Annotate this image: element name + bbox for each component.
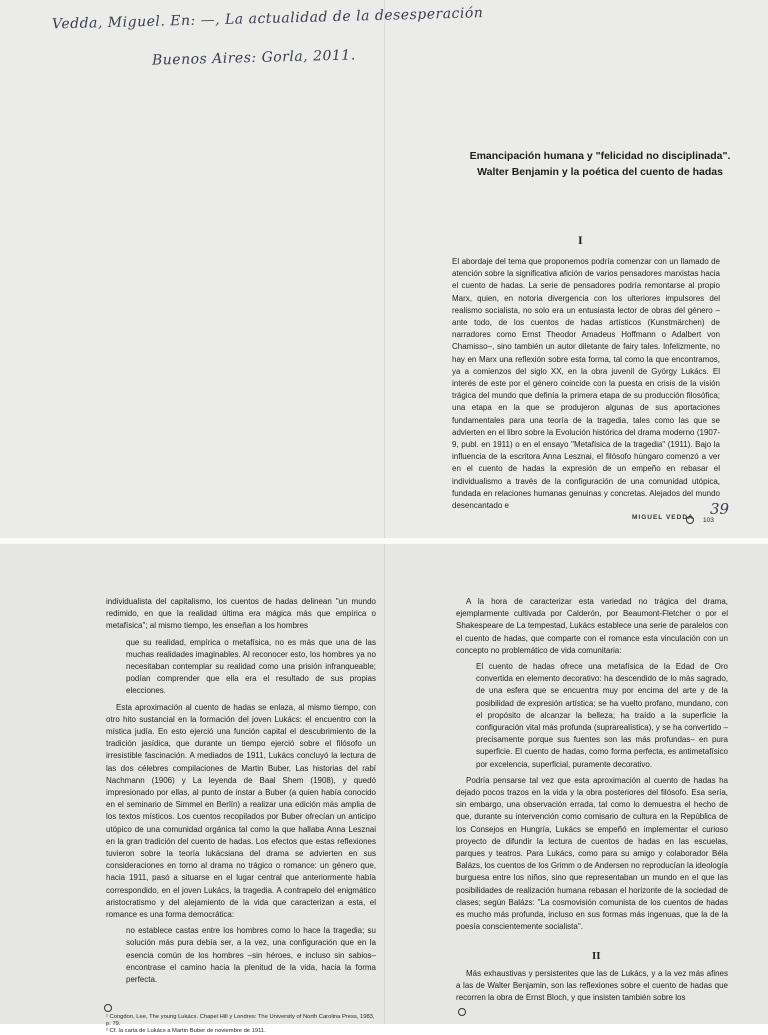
title-line-1: Emancipación humana y "felicidad no disciplinada".: [469, 150, 731, 162]
page-number: 103: [703, 517, 714, 524]
handwritten-publisher: Buenos Aires: Gorla, 2011.: [151, 47, 356, 69]
paragraph: El abordaje del tema que proponemos podría comenzar con un llamado de atención sobre la significativa afición de varios pensadores marxistas hacia el cuento de hadas. La serie de pensadores podría remontarse al propio Marx, quien, en notoria divergencia con los ulteriores impulsores del realismo socialista, no solo era un entusiasta lector de obras del género –ante todo, de los cuentos de hadas artísticos (Kunstmärchen) de narradores como Ernst Theodor Amadeus Hoffmann o Adalbert von Chamisso–, sino también un autor diletante de fairy tales. Infelizmente, no hay en Marx una reflexión sobre esta forma, tal como la que encontramos, ya a comienzos del siglo XX, en la obra juvenil de György Lukács. El interés de este por el género coincide con la puesta en crisis de la visión trágica del mundo que definía la primera etapa de su producción filosófica; una etapa en la que se produjeron algunas de sus aportaciones fundamentales para una teoría de la tragedia, tales como las que se advierten en el libro sobre la Evolución histórica del drama moderno (1907-9, publ. en 1911) o en el ensayo "Metafísica de la tragedia" (1911). Bajo la influencia de la escritora Anna Lesznai, el filósofo húngaro comenzó a ver en el cuento de hadas la expresión de un empeño en rebasar el individualismo a través de la configuración de una comunidad utópica, fundada en relaciones humanas genuinas y concretas. Alejados del mundo desencantado e: [452, 257, 720, 511]
chapter-title: [460, 148, 740, 180]
paragraph: Más exhaustivas y persistentes que las de Lukács, y a la vez más afines a las de Walter Benjamin, son las reflexiones sobre el cuento de hadas que recorren la obra de Ernst Bloch, y que insisten también sobre los: [456, 969, 728, 1003]
paragraph: A la hora de caracterizar esta variedad no trágica del drama, ejemplarmente cultivada por Calderón, por Beaumont-Fletcher o por el Shakespeare de La tempestad, Lukács establece una serie de paralelos con el cuento de hadas, que comparte con el romance esta vinculación con un concepto no problemático de vida comunitaria:: [456, 597, 728, 655]
paragraph: individualista del capitalismo, los cuentos de hadas delinean "un mundo redimido, en que la realidad última era mágica más que empírica o metafísica"; al mismo tiempo, les enseñan a los hombres: [106, 597, 376, 631]
footnotes: [106, 1014, 378, 1035]
circle-ornament-icon: [686, 516, 694, 524]
title-line-2: Walter Benjamin y la poética del cuento de hadas: [477, 166, 723, 178]
footnote: ² Cf. la carta de Lukács a Martin Buber de noviembre de 1911.: [106, 1028, 266, 1034]
book-fold: [384, 0, 385, 538]
circle-ornament-icon: [104, 1004, 112, 1012]
block-quote: que su realidad, empírica o metafísica, no es más que una de las muchas realidades imaginables. Al reconocer esto, los hombres ya no necesitaban contemplar su realidad como una prisión infranqueable; podían comprender que ella era el resultado de sus propias elecciones.: [126, 637, 376, 696]
section-number-two: II: [592, 950, 601, 962]
paragraph: Esta aproximación al cuento de hadas se enlaza, al mismo tiempo, con otro hito sustancial en la formación del joven Lukács: el encuentro con la mística judía. En esto ejerció una función capital el descubrimiento de la tradición jasídica, que durante un tiempo ejerció sobre el filósofo un irresistible fascinación. A mediados de 1911, Lukács concluyó la lectura de las dos célebres compilaciones de Martin Buber, Las historias del rabí Nachmann (1906) y La leyenda de Baal Shem (1908), y quedó impresionado por ellas, al punto de instar a Buber (a quien había conocido en el seminario de Simmel en Berlín) a realizar una edición más amplia de los textos místicos. Los cuentos recopilados por Buber ofrecían un anticipo utópico de una comunidad orgánica tal como la que hallaba Anna Lesznai en la gran tradición del cuento de hadas. Los efectos que estas reflexiones tuvieron sobre la teoría lukácsiana del drama se advierten en sus consideraciones en torno al drama no trágico o romance: un género que, hacia 1911, pasó a situarse en el lugar central que anteriormente había correspondido, en el joven Lukács, la tragedia. A contrapelo del enigmático aristocratismo y del alejamiento de la vida que caracterizan a esta, el romance es una forma democrática:: [106, 702, 376, 920]
block-quote: no establece castas entre los hombres como lo hace la tragedia; su solución más pura debía ser, a la vez, una configuración que en la esencia común de los hombres –sin héroes, e incluso sin sabios– encontrase el camino hacia la plenitud de la vida, hacia la forma perfecta.: [126, 926, 376, 985]
bottom-page-spread: [0, 544, 768, 1034]
paragraph: Podría pensarse tal vez que esta aproximación al cuento de hadas ha dejado pocos trazos en la vida y la obra posteriores del filósofo. Esa sería, sin embargo, una observación errada, tal como lo demuestra el hecho de que, durante su intervención como comisario de cultura en la República de los Consejos en Hungría, Lukács se empeñó en implementar el curioso proyecto de difundir la lectura de cuentos de hadas en las escuelas, parques y teatros. Para Lukács, como para su amigo y colaborador Béla Balázs, los cuentos de los Grimm o de Andersen no reproducían la ideología burguesa entre los niños, sino que representaban un mundo en el que las posibilidades de realización humana rebasan el horizonte de la sociedad de clases; según Balázs: "La cosmovisión comunista de los cuentos de hadas es mucho más profunda, incluso en sus formas más ingenuas, que la de la poesía conscientemente socialista".: [456, 775, 728, 932]
handwritten-citation: Vedda, Miguel. En: —, La actualidad de la desesperación: [51, 5, 484, 33]
handwritten-page-number: 39: [710, 500, 730, 518]
left-column: [106, 596, 376, 990]
book-fold: [384, 544, 385, 1024]
right-column: [456, 596, 728, 937]
section-number-one: I: [578, 233, 583, 247]
circle-ornament-icon: [458, 1008, 466, 1016]
body-paragraph: [452, 256, 720, 516]
footnote: ¹ Congdon, Lee, The young Lukács. Chapel Hill y Londres: The University of North Carolina Press, 1983, p. 79.: [106, 1014, 375, 1027]
block-quote: El cuento de hadas ofrece una metafísica de la Edad de Oro convertida en elemento decorativo: ha descendido de lo más sagrado, de una esfera que se encuentra muy por encima del arte y de la posibilidad de expresión artística; se ha vuelto profano, mundano, con el propósito de alcanzar la belleza; ha traído a la superficie la configuración vital más profunda (suprarealística), y se ha convertido –precisamente porque sus fuentes son las más profundas– en pura superficie. El cuento de hadas, como forma perfecta, es antimetafísico por excelencia, superficial, puramente decorativo.: [476, 662, 728, 769]
running-footer-author: MIGUEL VEDDA: [632, 514, 694, 521]
right-column-continued: [456, 968, 728, 1009]
